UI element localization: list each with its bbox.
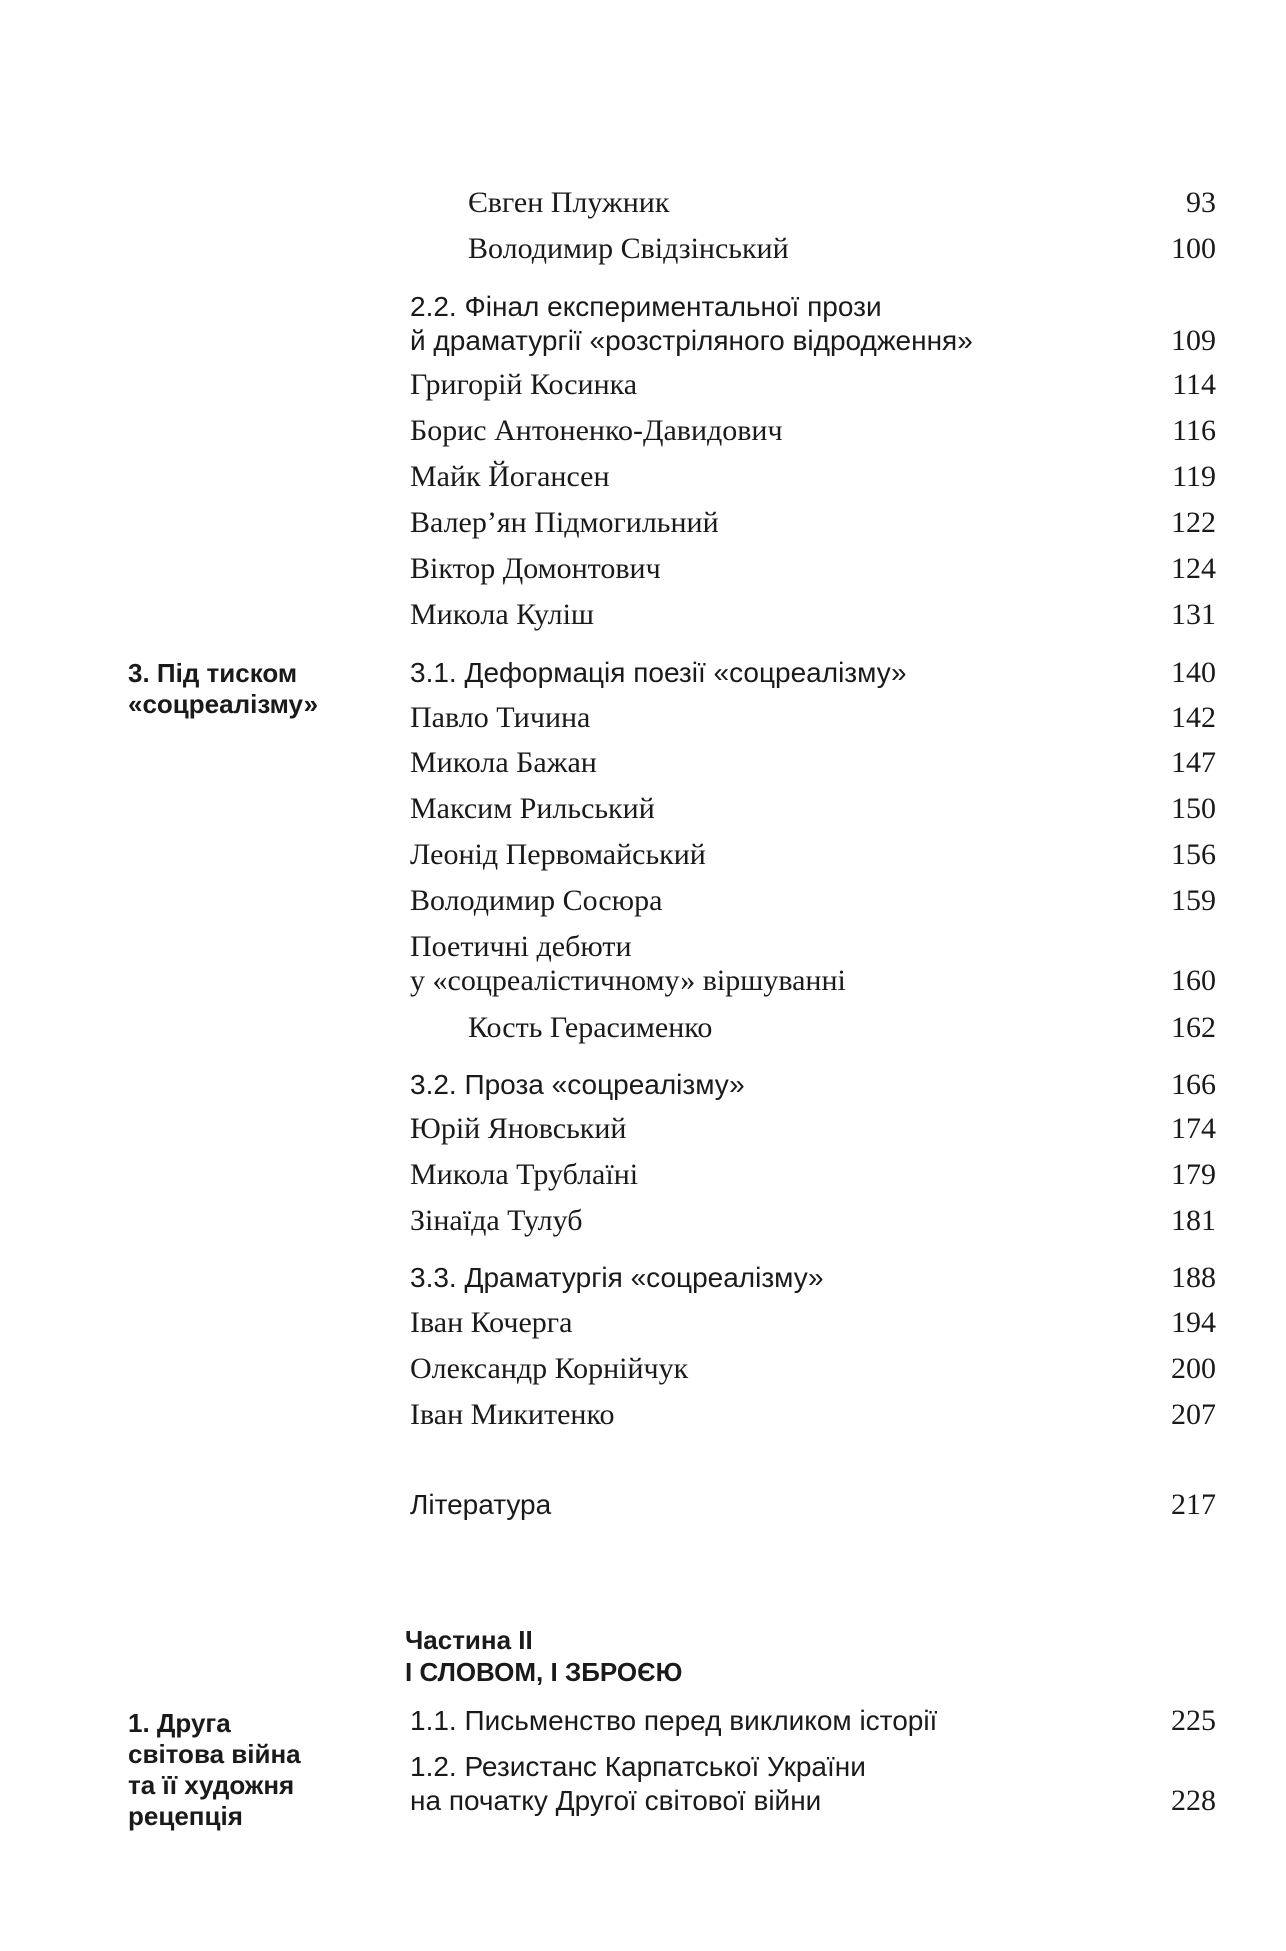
toc-entry-page-number: 174 xyxy=(1171,1112,1216,1145)
toc-entry-page-number: 119 xyxy=(1172,460,1216,493)
toc-entry-title xyxy=(410,1068,1050,1102)
toc-entry xyxy=(0,884,1286,930)
toc-entry-page-number: 166 xyxy=(1171,1068,1216,1101)
toc-entry xyxy=(0,186,1286,232)
toc-entry xyxy=(0,1204,1286,1250)
chapter-1-heading xyxy=(128,1708,358,1832)
toc-entry xyxy=(0,1488,1286,1534)
toc-entry-title-line: Микола Куліш xyxy=(410,598,595,631)
toc-entry-title xyxy=(410,1261,1050,1295)
toc-entry-title-line: Леонід Первомайський xyxy=(410,838,706,871)
part-number: Частина II xyxy=(405,1625,533,1655)
toc-entry xyxy=(0,1112,1286,1158)
toc-entry xyxy=(0,792,1286,838)
toc-entry-title xyxy=(410,1704,1050,1738)
toc-entry xyxy=(0,1398,1286,1444)
toc-entry-page-number: 181 xyxy=(1171,1204,1216,1237)
toc-entry-title xyxy=(410,792,1050,826)
toc-entry xyxy=(0,1011,1286,1057)
toc-entry-title-line: 3.1. Деформація поезії «соцреалізму» xyxy=(410,657,907,688)
toc-entry-page-number: 109 xyxy=(1171,324,1216,357)
toc-entry-page-number: 147 xyxy=(1171,746,1216,779)
toc-entry-title xyxy=(410,1158,1050,1192)
toc-entry-title-line: 1.1. Письменство перед викликом історії xyxy=(410,1705,938,1736)
chapter-1-heading-line: рецепція xyxy=(128,1801,243,1831)
toc-entry-title xyxy=(410,460,1050,494)
toc-entry-title xyxy=(410,701,1050,735)
toc-entry-title xyxy=(410,656,1050,690)
toc-entry-title-line: 1.2. Резистанс Карпатської України xyxy=(410,1751,866,1782)
toc-entry-title-line: у «соцреалістичному» віршуванні xyxy=(410,964,846,997)
part-ii-heading xyxy=(405,1624,682,1688)
toc-entry-title xyxy=(410,746,1050,780)
toc-entry xyxy=(0,368,1286,414)
toc-entry xyxy=(0,746,1286,792)
toc-entry-title xyxy=(468,232,1108,266)
toc-entry xyxy=(0,414,1286,460)
toc-entry-title-line: Євген Плужник xyxy=(468,186,670,219)
toc-entry-page-number: 124 xyxy=(1171,552,1216,585)
toc-entry-title-line: Олександр Корнійчук xyxy=(410,1352,689,1385)
toc-entry-title-line: на початку Другої світової війни xyxy=(410,1785,822,1816)
toc-entry-title-line: Микола Бажан xyxy=(410,746,597,779)
chapter-3-heading-line: 3. Під тиском xyxy=(128,658,298,688)
toc-entry-title xyxy=(410,290,1050,358)
toc-entry-page-number: 122 xyxy=(1171,506,1216,539)
toc-entry xyxy=(0,838,1286,884)
toc-entry-title-line: Григорій Косинка xyxy=(410,368,638,401)
toc-entry-title-line: Борис Антоненко-Давидович xyxy=(410,414,783,447)
toc-entry-page-number: 156 xyxy=(1171,838,1216,871)
toc-entry-page-number: 160 xyxy=(1171,964,1216,997)
toc-entry-title-line: Зінаїда Тулуб xyxy=(410,1204,583,1237)
toc-entry xyxy=(0,290,1286,357)
toc-entry-title-line: Поетичні дебюти xyxy=(410,930,632,963)
toc-entry-title-line: Віктор Домонтович xyxy=(410,552,661,585)
toc-entry xyxy=(0,506,1286,552)
chapter-3-heading-line: «соцреалізму» xyxy=(128,689,319,719)
toc-entry-page-number: 116 xyxy=(1172,414,1216,447)
toc-entry-page-number: 131 xyxy=(1171,598,1216,631)
toc-entry-page-number: 93 xyxy=(1186,186,1216,219)
toc-entry-page-number: 114 xyxy=(1172,368,1216,401)
toc-entry-page-number: 225 xyxy=(1171,1704,1216,1737)
toc-entry xyxy=(0,930,1286,997)
toc-entry xyxy=(0,1068,1286,1114)
toc-entry-title-line: Володимир Свідзінський xyxy=(468,232,789,265)
toc-entry xyxy=(0,460,1286,506)
toc-entry-page-number: 217 xyxy=(1171,1488,1216,1521)
toc-entry-title xyxy=(410,1398,1050,1432)
toc-entry-page-number: 140 xyxy=(1171,656,1216,689)
toc-entry-title-line: Майк Йогансен xyxy=(410,460,610,493)
toc-entry-title xyxy=(410,1488,1050,1522)
toc-entry xyxy=(0,1306,1286,1352)
toc-entry-page-number: 179 xyxy=(1171,1158,1216,1191)
toc-entry-title xyxy=(468,1011,1108,1045)
toc-entry-title xyxy=(410,1750,1050,1818)
toc-entry-title xyxy=(410,1204,1050,1238)
toc-entry-page-number: 207 xyxy=(1171,1398,1216,1431)
toc-entry-title-line: й драматургії «розстріляного відродження» xyxy=(410,325,973,356)
toc-entry-page-number: 150 xyxy=(1171,792,1216,825)
chapter-1-heading-line: світова війна xyxy=(128,1739,301,1769)
toc-entry-page-number: 142 xyxy=(1171,701,1216,734)
toc-entry-title xyxy=(410,930,1050,998)
toc-entry-title-line: Кость Герасименко xyxy=(468,1011,713,1044)
toc-entry-title xyxy=(410,552,1050,586)
toc-entry-title-line: Валер’ян Підмогильний xyxy=(410,506,719,539)
toc-entry-title-line: Володимир Сосюра xyxy=(410,884,663,917)
toc-entry xyxy=(0,232,1286,278)
toc-entry-title-line: Література xyxy=(410,1489,552,1520)
toc-entry-title-line: 3.3. Драматургія «соцреалізму» xyxy=(410,1262,824,1293)
part-title: І СЛОВОМ, І ЗБРОЄЮ xyxy=(405,1657,683,1687)
toc-entry-page-number: 100 xyxy=(1171,232,1216,265)
toc-entry xyxy=(0,598,1286,644)
toc-entry-title xyxy=(410,1112,1050,1146)
toc-entry-page-number: 188 xyxy=(1171,1261,1216,1294)
toc-entry-title-line: Іван Кочерга xyxy=(410,1306,573,1339)
toc-entry-title xyxy=(410,1306,1050,1340)
toc-entry-title xyxy=(410,414,1050,448)
toc-entry-title xyxy=(410,368,1050,402)
toc-entry-title xyxy=(410,1352,1050,1386)
toc-entry-page-number: 228 xyxy=(1171,1784,1216,1817)
toc-entry-page-number: 159 xyxy=(1171,884,1216,917)
toc-entry-title-line: Юрій Яновський xyxy=(410,1112,627,1145)
toc-entry-title-line: Микола Трублаїні xyxy=(410,1158,639,1191)
toc-entry-title xyxy=(410,506,1050,540)
toc-entry-page-number: 200 xyxy=(1171,1352,1216,1385)
toc-entry-title-line: Іван Микитенко xyxy=(410,1398,615,1431)
toc-entry-page-number: 162 xyxy=(1171,1011,1216,1044)
toc-entry-title-line: Павло Тичина xyxy=(410,701,591,734)
chapter-1-heading-line: та її художня xyxy=(128,1770,295,1800)
toc-entry xyxy=(0,1261,1286,1307)
toc-entry xyxy=(0,1352,1286,1398)
chapter-3-heading xyxy=(128,658,358,720)
toc-entry-title xyxy=(410,598,1050,632)
toc-entry-title xyxy=(410,838,1050,872)
toc-entry-title xyxy=(410,884,1050,918)
toc-entry-page-number: 194 xyxy=(1171,1306,1216,1339)
toc-entry-title-line: 3.2. Проза «соцреалізму» xyxy=(410,1069,745,1100)
chapter-1-heading-line: 1. Друга xyxy=(128,1708,231,1738)
toc-entry-title-line: 2.2. Фінал експериментальної прози xyxy=(410,291,882,322)
toc-entry-title xyxy=(468,186,1108,220)
toc-entry xyxy=(0,1158,1286,1204)
toc-entry-title-line: Максим Рильський xyxy=(410,792,655,825)
toc-entry xyxy=(0,552,1286,598)
